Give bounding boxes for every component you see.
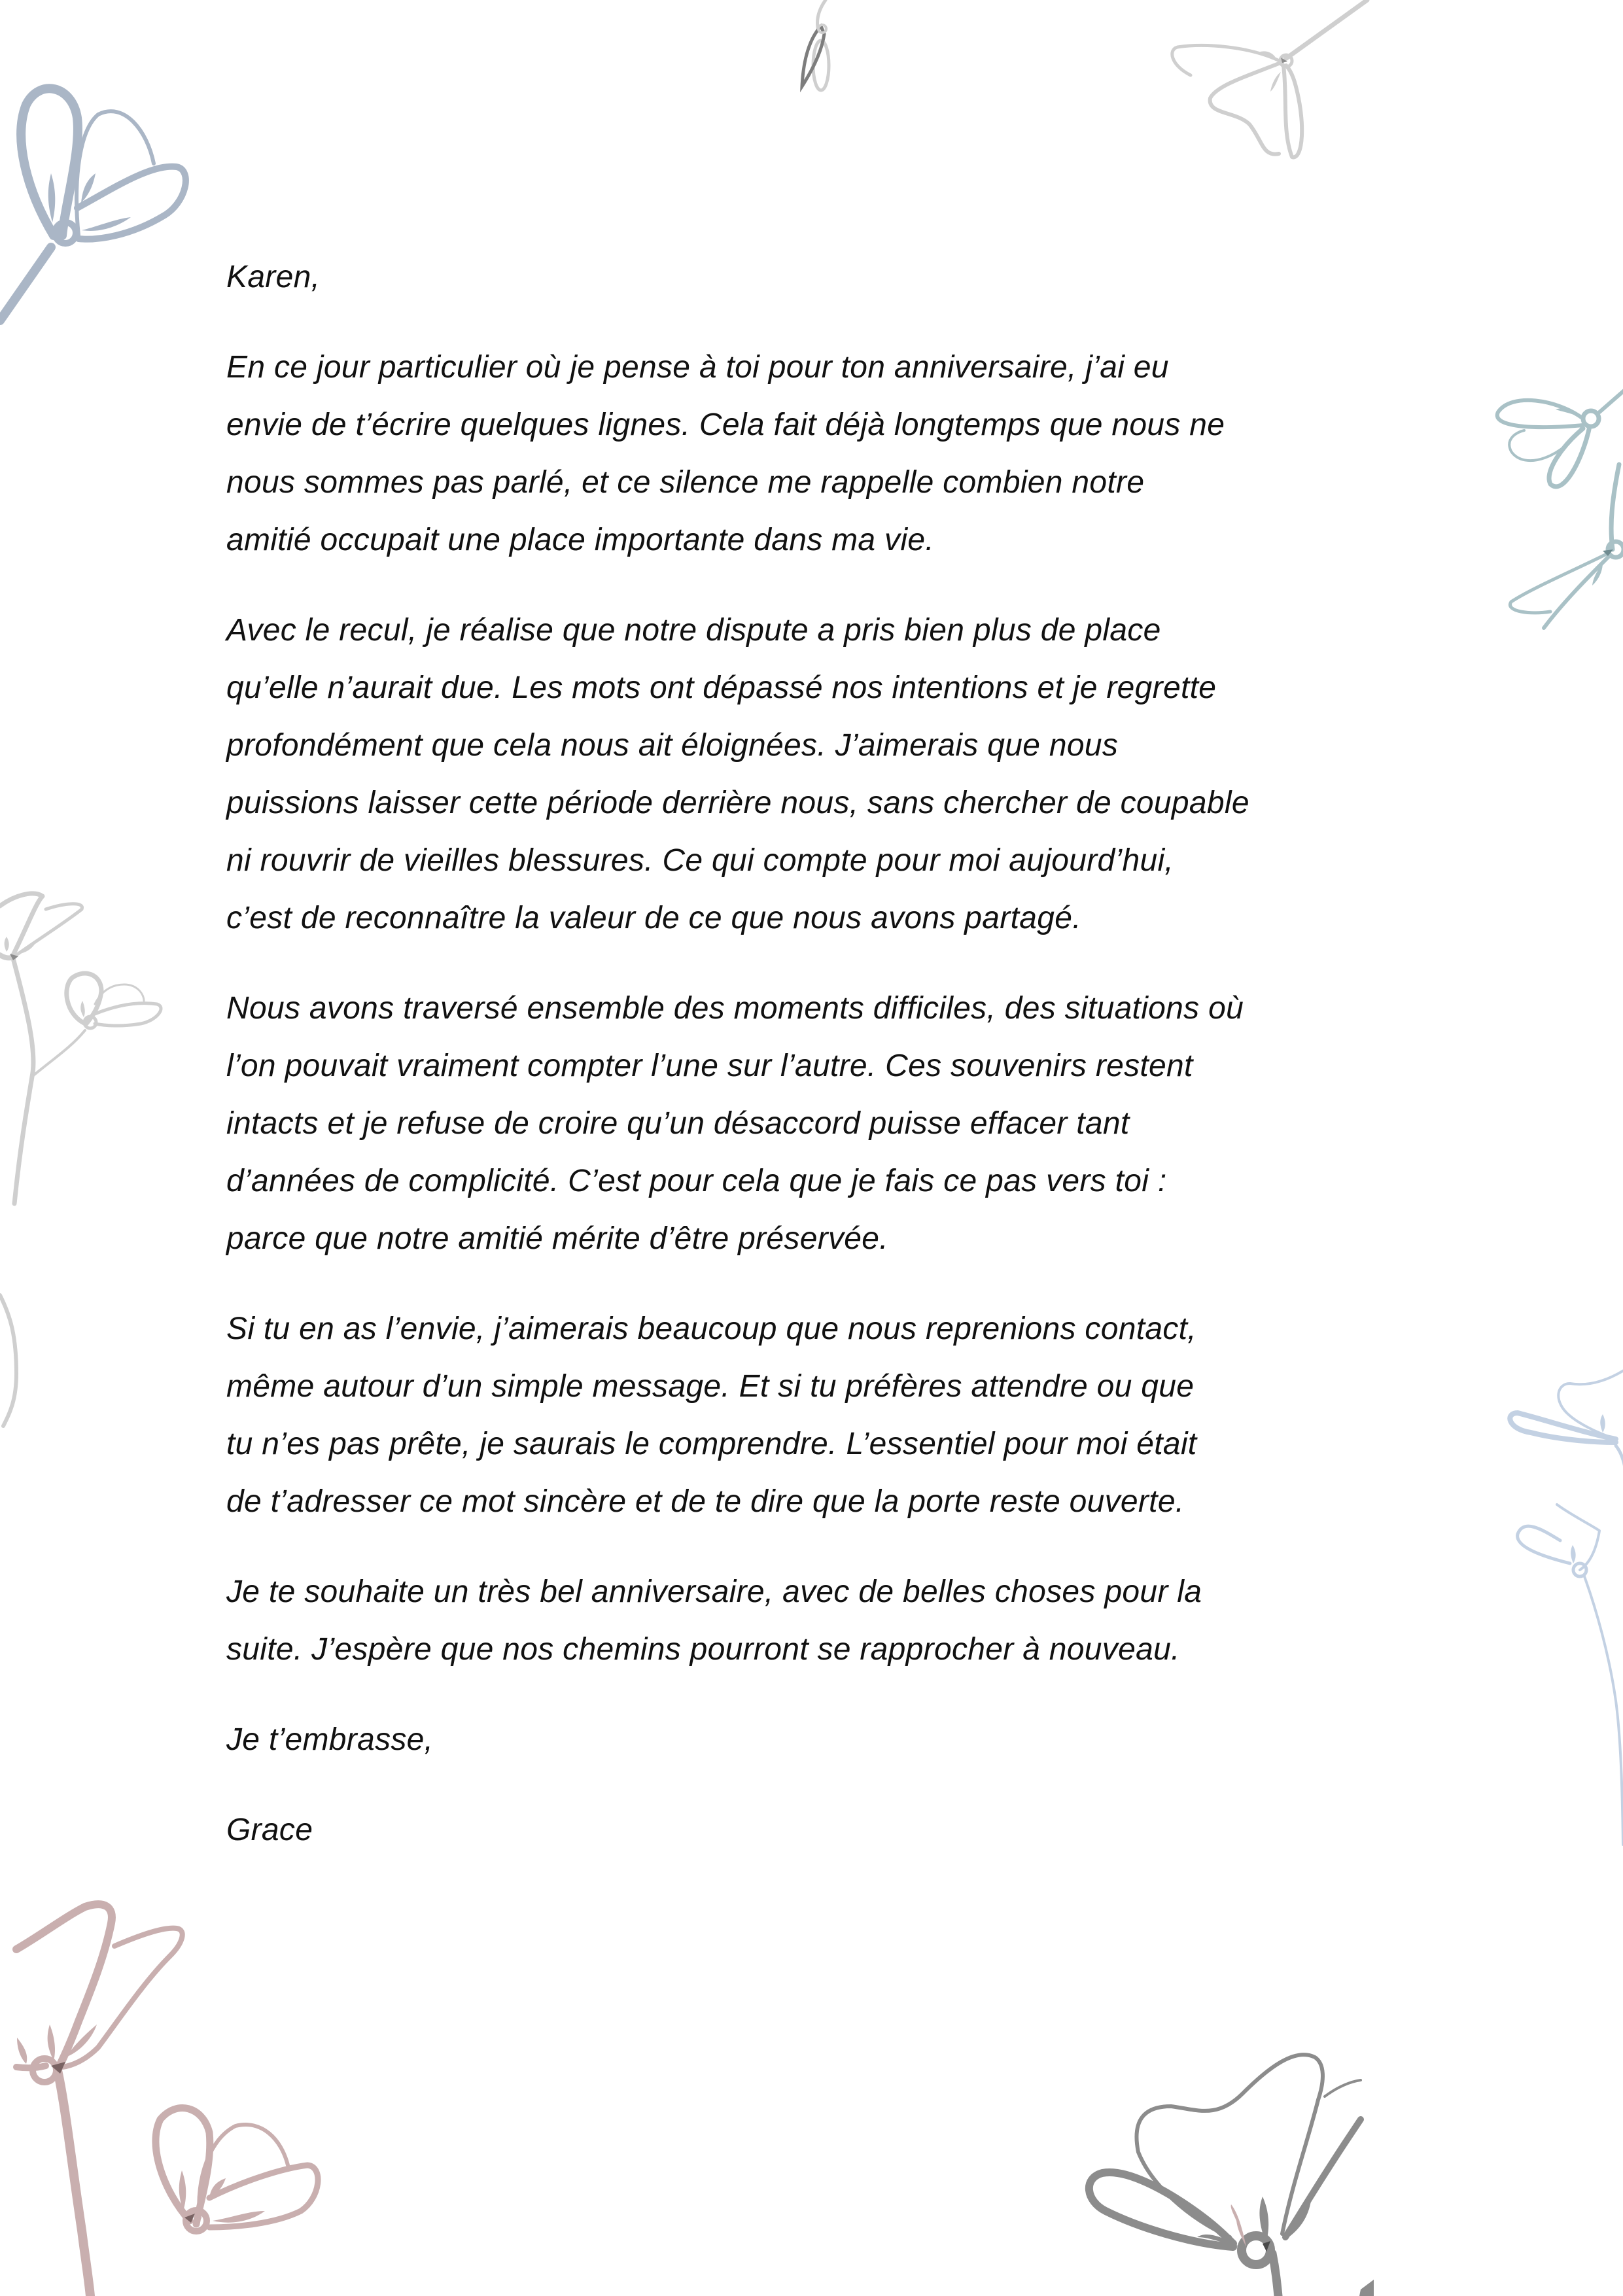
text-line: amitié occupait une place importante dans ma vie. — [226, 523, 934, 557]
flower-icon — [1485, 353, 1623, 628]
letter-body — [226, 249, 1469, 1859]
text-line: profondément que cela nous ait éloignées. J’aimerais que nous — [226, 728, 1119, 763]
greeting: Karen, — [226, 260, 321, 294]
text-line: intacts et je refuse de croire qu’un désaccord puisse effacer tant — [226, 1106, 1130, 1141]
text-line: Je te souhaite un très bel anniversaire, avec de belles choses pour la — [226, 1574, 1202, 1609]
flower-icon — [0, 39, 196, 314]
text-line: En ce jour particulier où je pense à toi pour ton anniversaire, j’ai eu — [226, 350, 1169, 385]
text-line: Nous avons traversé ensemble des moments difficiles, des situations où — [226, 991, 1244, 1026]
text-line: nous sommes pas parlé, et ce silence me rappelle combien notre — [226, 465, 1145, 500]
text-line: tu n’es pas prête, je saurais le comprendre. L’essentiel pour moi était — [226, 1427, 1197, 1461]
text-line: l’on pouvait vraiment compter l’une sur l’autre. Ces souvenirs restent — [226, 1049, 1193, 1083]
text-line: qu’elle n’aurait due. Les mots ont dépassé nos intentions et je regrette — [226, 670, 1217, 705]
flower-icon — [0, 1890, 340, 2296]
text-line: de t’adresser ce mot sincère et de te dire que la porte reste ouverte. — [226, 1484, 1185, 1519]
text-line: même autour d’un simple message. Et si tu préfères attendre ou que — [226, 1369, 1195, 1404]
text-line: c’est de reconnaître la valeur de ce que nous avons partagé. — [226, 901, 1081, 935]
text-line: Si tu en as l’envie, j’aimerais beaucoup que nous reprenions contact, — [226, 1312, 1196, 1346]
text-line: d’années de complicité. C’est pour cela que je fais ce pas vers toi : — [226, 1164, 1167, 1198]
closing: Je t’embrasse, — [226, 1722, 434, 1757]
paragraph-3 — [226, 980, 1469, 1268]
flower-icon — [1164, 0, 1380, 164]
paragraph-2 — [226, 602, 1469, 947]
paragraph-4 — [226, 1300, 1469, 1531]
text-line: suite. J’espère que nos chemins pourront se rapprocher à nouveau. — [226, 1632, 1180, 1667]
text-line: envie de t’écrire quelques lignes. Cela fait déjà longtemps que nous ne — [226, 408, 1225, 442]
flower-icon — [1073, 2021, 1374, 2296]
text-line: ni rouvrir de vieilles blessures. Ce qui compte pour moi aujourd’hui, — [226, 843, 1174, 878]
flower-icon — [0, 877, 170, 1426]
text-line: puissions laisser cette période derrière nous, sans chercher de coupable — [226, 786, 1249, 820]
paragraph-5 — [226, 1563, 1469, 1679]
flower-bud-icon — [785, 0, 864, 98]
paragraph-1 — [226, 339, 1469, 569]
text-line: Avec le recul, je réalise que notre dispute a pris bien plus de place — [226, 613, 1161, 648]
flower-icon — [1505, 1348, 1623, 1845]
signature: Grace — [226, 1813, 313, 1847]
text-line: parce que notre amitié mérite d’être préservée. — [226, 1221, 888, 1256]
